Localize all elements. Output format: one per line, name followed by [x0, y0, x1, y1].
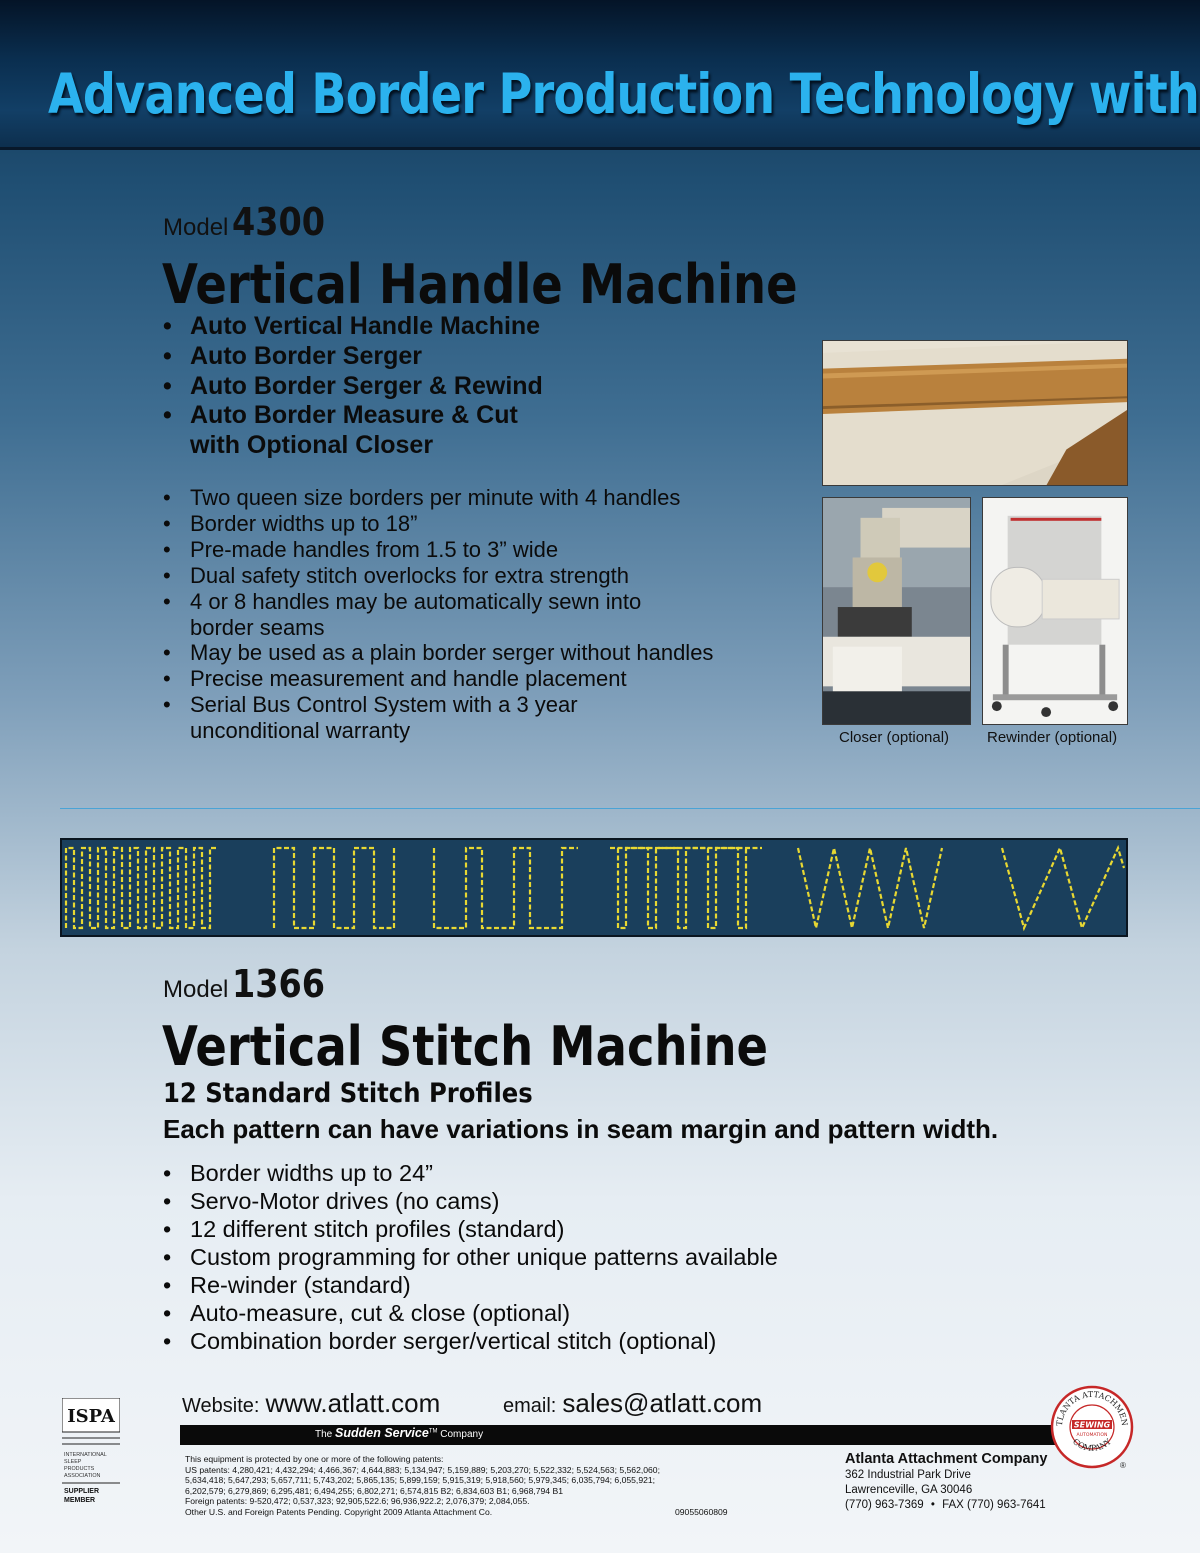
list-item: • Serial Bus Control System with a 3 year — [163, 692, 713, 718]
rewinder-photo — [982, 497, 1128, 725]
list-item: • 4 or 8 handles may be automatically sewn into — [163, 589, 713, 615]
patent-line: US patents: 4,280,421; 4,432,294; 4,466,367; 4,644,883; 5,134,947; 5,159,889; 5,203,270; 5,522,332; 5,524,563; 5,562,060; — [185, 1464, 660, 1475]
seal-top-text: TLANTA ATTACHMEN — [1054, 1389, 1130, 1427]
company-phone-line — [845, 1498, 1047, 1513]
atlanta-attachment-seal — [1050, 1385, 1134, 1469]
model1-label — [163, 200, 338, 244]
patent-line: 6,202,579; 6,279,869; 6,295,481; 6,494,255; 6,802,271; 6,574,815 B2; 6,834,603 B1; 6,968,794 B1 — [185, 1485, 563, 1496]
ispa-line3: PRODUCTS — [64, 1466, 95, 1472]
ispa-member1: SUPPLIER — [64, 1488, 100, 1495]
list-item: • 12 different stitch profiles (standard) — [163, 1215, 778, 1243]
company-info — [845, 1451, 1047, 1513]
ispa-line2: SLEEP — [64, 1459, 82, 1465]
model1-feature-list — [163, 312, 543, 461]
list-item: • Custom programming for other unique patterns available — [163, 1243, 778, 1271]
tagline — [315, 1426, 483, 1440]
list-item: • Auto Border Serger & Rewind — [163, 372, 543, 402]
company-address2: Lawrenceville, GA 30046 — [845, 1484, 973, 1496]
list-item-continuation: with Optional Closer — [190, 431, 434, 460]
stitch-profile-graphic — [62, 840, 1126, 935]
email-link[interactable]: sales@atlatt.com — [562, 1388, 763, 1418]
list-item: • Servo-Motor drives (no cams) — [163, 1187, 778, 1215]
tagline-brand: Sudden Service — [335, 1426, 429, 1440]
model2-number: 1366 — [232, 962, 326, 1006]
model1-label-text: Model — [163, 214, 229, 241]
ispa-line4: ASSOCIATION — [64, 1473, 101, 1479]
seal-registered: ® — [1120, 1461, 1126, 1470]
tagline-tm: TM — [428, 1428, 438, 1435]
list-item: • Auto Vertical Handle Machine — [163, 312, 543, 342]
model2-subtitle: 12 Standard Stitch Profiles — [163, 1078, 533, 1109]
patent-line — [185, 1506, 728, 1518]
seal-center2: AUTOMATION — [1076, 1433, 1108, 1438]
model2-description: Each pattern can have variations in seam margin and pattern width. — [163, 1114, 999, 1144]
website-line — [182, 1388, 440, 1419]
list-item: • Auto-measure, cut & close (optional) — [163, 1299, 778, 1327]
list-item: • Border widths up to 24” — [163, 1159, 778, 1187]
seal-center1: SEWING — [1073, 1420, 1111, 1430]
header-banner — [0, 0, 1200, 150]
patent-line: This equipment is protected by one or more of the following patents: — [185, 1454, 444, 1464]
email-line — [503, 1388, 762, 1419]
patent-line: Foreign patents: 9-520,472; 0,537,323; 92,905,522.6; 96,936,922.2; 2,076,379; 2,084,055. — [185, 1496, 530, 1507]
company-address1: 362 Industrial Park Drive — [845, 1469, 971, 1481]
closer-photo — [822, 497, 971, 725]
list-item-continuation: unconditional warranty — [190, 718, 411, 744]
model1-title: Vertical Handle Machine — [162, 253, 798, 316]
website-label: Website: — [182, 1395, 260, 1417]
tagline-the: The — [315, 1429, 333, 1440]
bullet-separator: • — [930, 1499, 935, 1511]
model2-title: Vertical Stitch Machine — [162, 1015, 769, 1078]
ispa-line1: INTERNATIONAL — [64, 1452, 107, 1458]
website-link[interactable]: www.atlatt.com — [265, 1388, 441, 1418]
document-number: 09055060809 — [675, 1506, 728, 1517]
list-item: • Auto Border Serger — [163, 342, 543, 372]
list-item: • Border widths up to 18” — [163, 511, 713, 537]
list-item: • Combination border serger/vertical stitch (optional) — [163, 1327, 778, 1355]
list-item: • Dual safety stitch overlocks for extra strength — [163, 563, 713, 589]
ispa-logo — [62, 1398, 120, 1506]
email-label: email: — [503, 1395, 557, 1417]
stitch-profile-band — [60, 838, 1128, 937]
list-item: • Re-winder (standard) — [163, 1271, 778, 1299]
model1-number: 4300 — [232, 200, 326, 244]
ispa-member2: MEMBER — [64, 1497, 96, 1504]
company-fax: FAX (770) 963-7641 — [942, 1499, 1046, 1511]
copyright-text: Other U.S. and Foreign Patents Pending. Copyright 2009 Atlanta Attachment Co. — [185, 1506, 493, 1517]
list-item: • Precise measurement and handle placement — [163, 666, 713, 692]
model1-spec-list — [163, 485, 713, 744]
section-divider — [60, 808, 1200, 809]
model2-label-text: Model — [163, 976, 229, 1003]
list-item: • Pre-made handles from 1.5 to 3” wide — [163, 537, 713, 563]
company-name: Atlanta Attachment Company — [845, 1451, 1048, 1467]
list-item: • Two queen size borders per minute with 4 handles — [163, 485, 713, 511]
model2-label — [163, 962, 338, 1006]
closer-caption: Closer (optional) — [839, 729, 950, 746]
tagline-company: Company — [440, 1429, 484, 1440]
list-item: • May be used as a plain border serger without handles — [163, 640, 713, 666]
seal-bottom-text: COMPANY — [1071, 1437, 1113, 1453]
patent-notice — [185, 1454, 728, 1518]
list-item: • Auto Border Measure & Cut — [163, 401, 543, 431]
header-title: Advanced Border Production Technology with — [48, 62, 1199, 126]
border-handle-photo — [822, 340, 1128, 486]
rewinder-caption: Rewinder (optional) — [987, 729, 1118, 746]
model2-spec-list — [163, 1159, 778, 1355]
ispa-acronym: ISPA — [67, 1406, 115, 1427]
company-phone: (770) 963-7369 — [845, 1499, 924, 1511]
patent-line: 5,634,418; 5,647,293; 5,657,711; 5,743,202; 5,865,135; 5,899,159; 5,915,319; 5,918,560; 5,979,345; 6,035,794; 6,055,921; — [185, 1475, 656, 1486]
list-item-continuation: border seams — [190, 614, 325, 640]
